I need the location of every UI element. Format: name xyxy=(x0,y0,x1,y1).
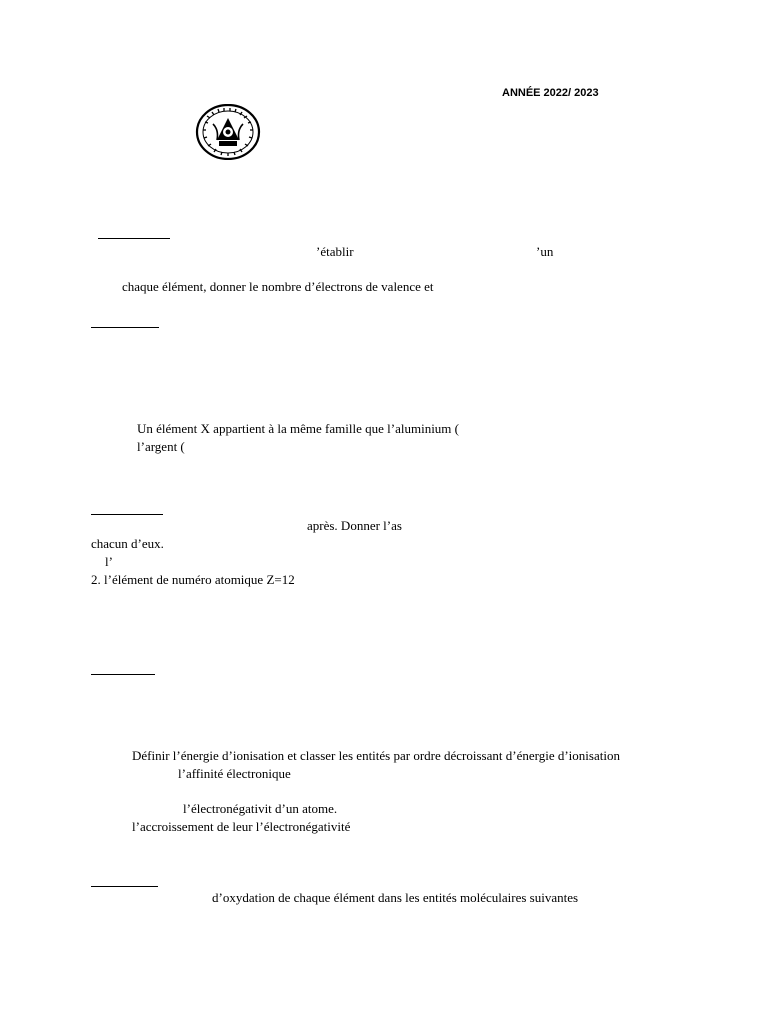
exercise-3-line-4: 2. l’élément de numéro atomique Z=12 xyxy=(91,572,295,587)
exercise-5-heading-underline xyxy=(91,886,158,887)
exercise-3-line-3: l’ xyxy=(105,554,113,569)
exercise-1-line-1-a: ’établir xyxy=(316,244,354,259)
exercise-3-line-1: après. Donner l’as xyxy=(307,518,402,533)
exercise-4-line-4: l’accroissement de leur l’électronégativité xyxy=(132,819,351,834)
exercise-2-line-1: Un élément X appartient à la même famille que l’aluminium ( xyxy=(137,421,459,436)
academic-year: ANNÉE 2022/ 2023 xyxy=(502,87,599,99)
exercise-1-heading-underline xyxy=(98,238,170,239)
exercise-2-heading-underline xyxy=(91,327,159,328)
exercise-1-line-2: chaque élément, donner le nombre d’électrons de valence et xyxy=(122,279,434,294)
exercise-4-line-1: Définir l’énergie d’ionisation et classer les entités par ordre décroissant d’énergie d’ionisation xyxy=(132,748,620,763)
exercise-4-line-3: l’électronégativit d’un atome. xyxy=(183,801,338,816)
exercise-4-heading-underline xyxy=(91,674,155,675)
exercise-3-line-2: chacun d’eux. xyxy=(91,536,164,551)
exercise-4-line-2: l’affinité électronique xyxy=(178,766,291,781)
exercise-5-line-1: d’oxydation de chaque élément dans les entités moléculaires suivantes xyxy=(212,890,579,905)
university-seal-icon xyxy=(195,104,261,160)
exercise-1-line-1-b: ’un xyxy=(536,244,554,259)
exercise-3-heading-underline xyxy=(91,514,163,515)
exercise-2-line-2: l’argent ( xyxy=(137,439,185,454)
